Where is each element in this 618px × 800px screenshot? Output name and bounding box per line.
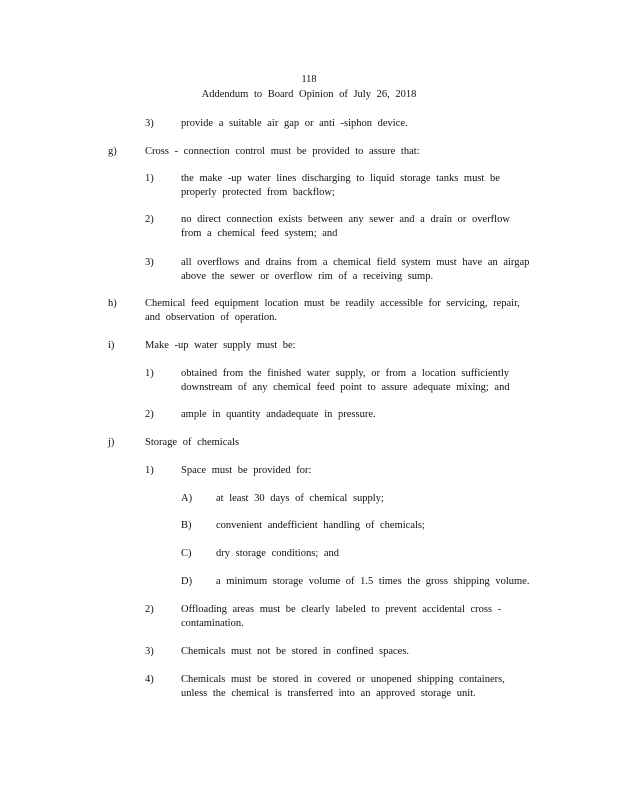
list-item-text: ample in quantity andadequate in pressure.: [181, 409, 376, 420]
section-heading: Cross - connection control must be provided to assure that:: [145, 146, 420, 157]
page-number: 118: [301, 74, 317, 85]
list-marker: 3): [145, 257, 154, 268]
list-marker: 4): [145, 674, 154, 685]
list-item-text: all overflows and drains from a chemical field system must have an airgap: [181, 257, 530, 268]
section-heading: Make -up water supply must be:: [145, 340, 296, 351]
list-item-text: properly protected from backflow;: [181, 187, 335, 198]
sublist-marker: C): [181, 548, 192, 559]
list-item-text: Chemicals must not be stored in confined spaces.: [181, 646, 410, 657]
page-subtitle: Addendum to Board Opinion of July 26, 2018: [201, 89, 417, 100]
list-item-text: unless the chemical is transferred into an approved storage unit.: [181, 688, 476, 699]
section-marker: j): [108, 437, 115, 448]
list-item-text: contamination.: [181, 618, 244, 629]
list-item-text: provide a suitable air gap or anti -siphon device.: [181, 118, 408, 129]
list-marker: 2): [145, 604, 154, 615]
list-marker: 1): [145, 368, 154, 379]
list-marker: 1): [145, 173, 154, 184]
list-item-text: from a chemical feed system; and: [181, 228, 338, 239]
sublist-item-text: convenient andefficient handling of chemicals;: [216, 520, 425, 531]
list-item-text: Space must be provided for:: [181, 465, 312, 476]
section-text: and observation of operation.: [145, 312, 278, 323]
list-marker: 2): [145, 214, 154, 225]
list-item-text: obtained from the finished water supply, or from a location sufficiently: [181, 368, 510, 379]
section-heading: Storage of chemicals: [145, 437, 240, 448]
section-marker: i): [108, 340, 115, 351]
section-marker: g): [108, 146, 117, 157]
sublist-item-text: a minimum storage volume of 1.5 times the gross shipping volume.: [216, 576, 530, 587]
list-item-text: no direct connection exists between any sewer and a drain or overflow: [181, 214, 510, 225]
section-text: Chemical feed equipment location must be readily accessible for servicing, repair,: [145, 298, 520, 309]
sublist-item-text: at least 30 days of chemical supply;: [216, 493, 384, 504]
section-marker: h): [108, 298, 117, 309]
list-marker: 2): [145, 409, 154, 420]
list-marker: 3): [145, 646, 154, 657]
list-item-text: Offloading areas must be clearly labeled to prevent accidental cross -: [181, 604, 502, 615]
sublist-marker: A): [181, 493, 193, 504]
list-item-text: downstream of any chemical feed point to assure adequate mixing; and: [181, 382, 510, 393]
list-marker: 3): [145, 118, 154, 129]
sublist-marker: D): [181, 576, 193, 587]
list-marker: 1): [145, 465, 154, 476]
list-item-text: the make -up water lines discharging to liquid storage tanks must be: [181, 173, 500, 184]
list-item-text: above the sewer or overflow rim of a receiving sump.: [181, 271, 434, 282]
list-item-text: Chemicals must be stored in covered or unopened shipping containers,: [181, 674, 505, 685]
sublist-item-text: dry storage conditions; and: [216, 548, 340, 559]
sublist-marker: B): [181, 520, 192, 531]
